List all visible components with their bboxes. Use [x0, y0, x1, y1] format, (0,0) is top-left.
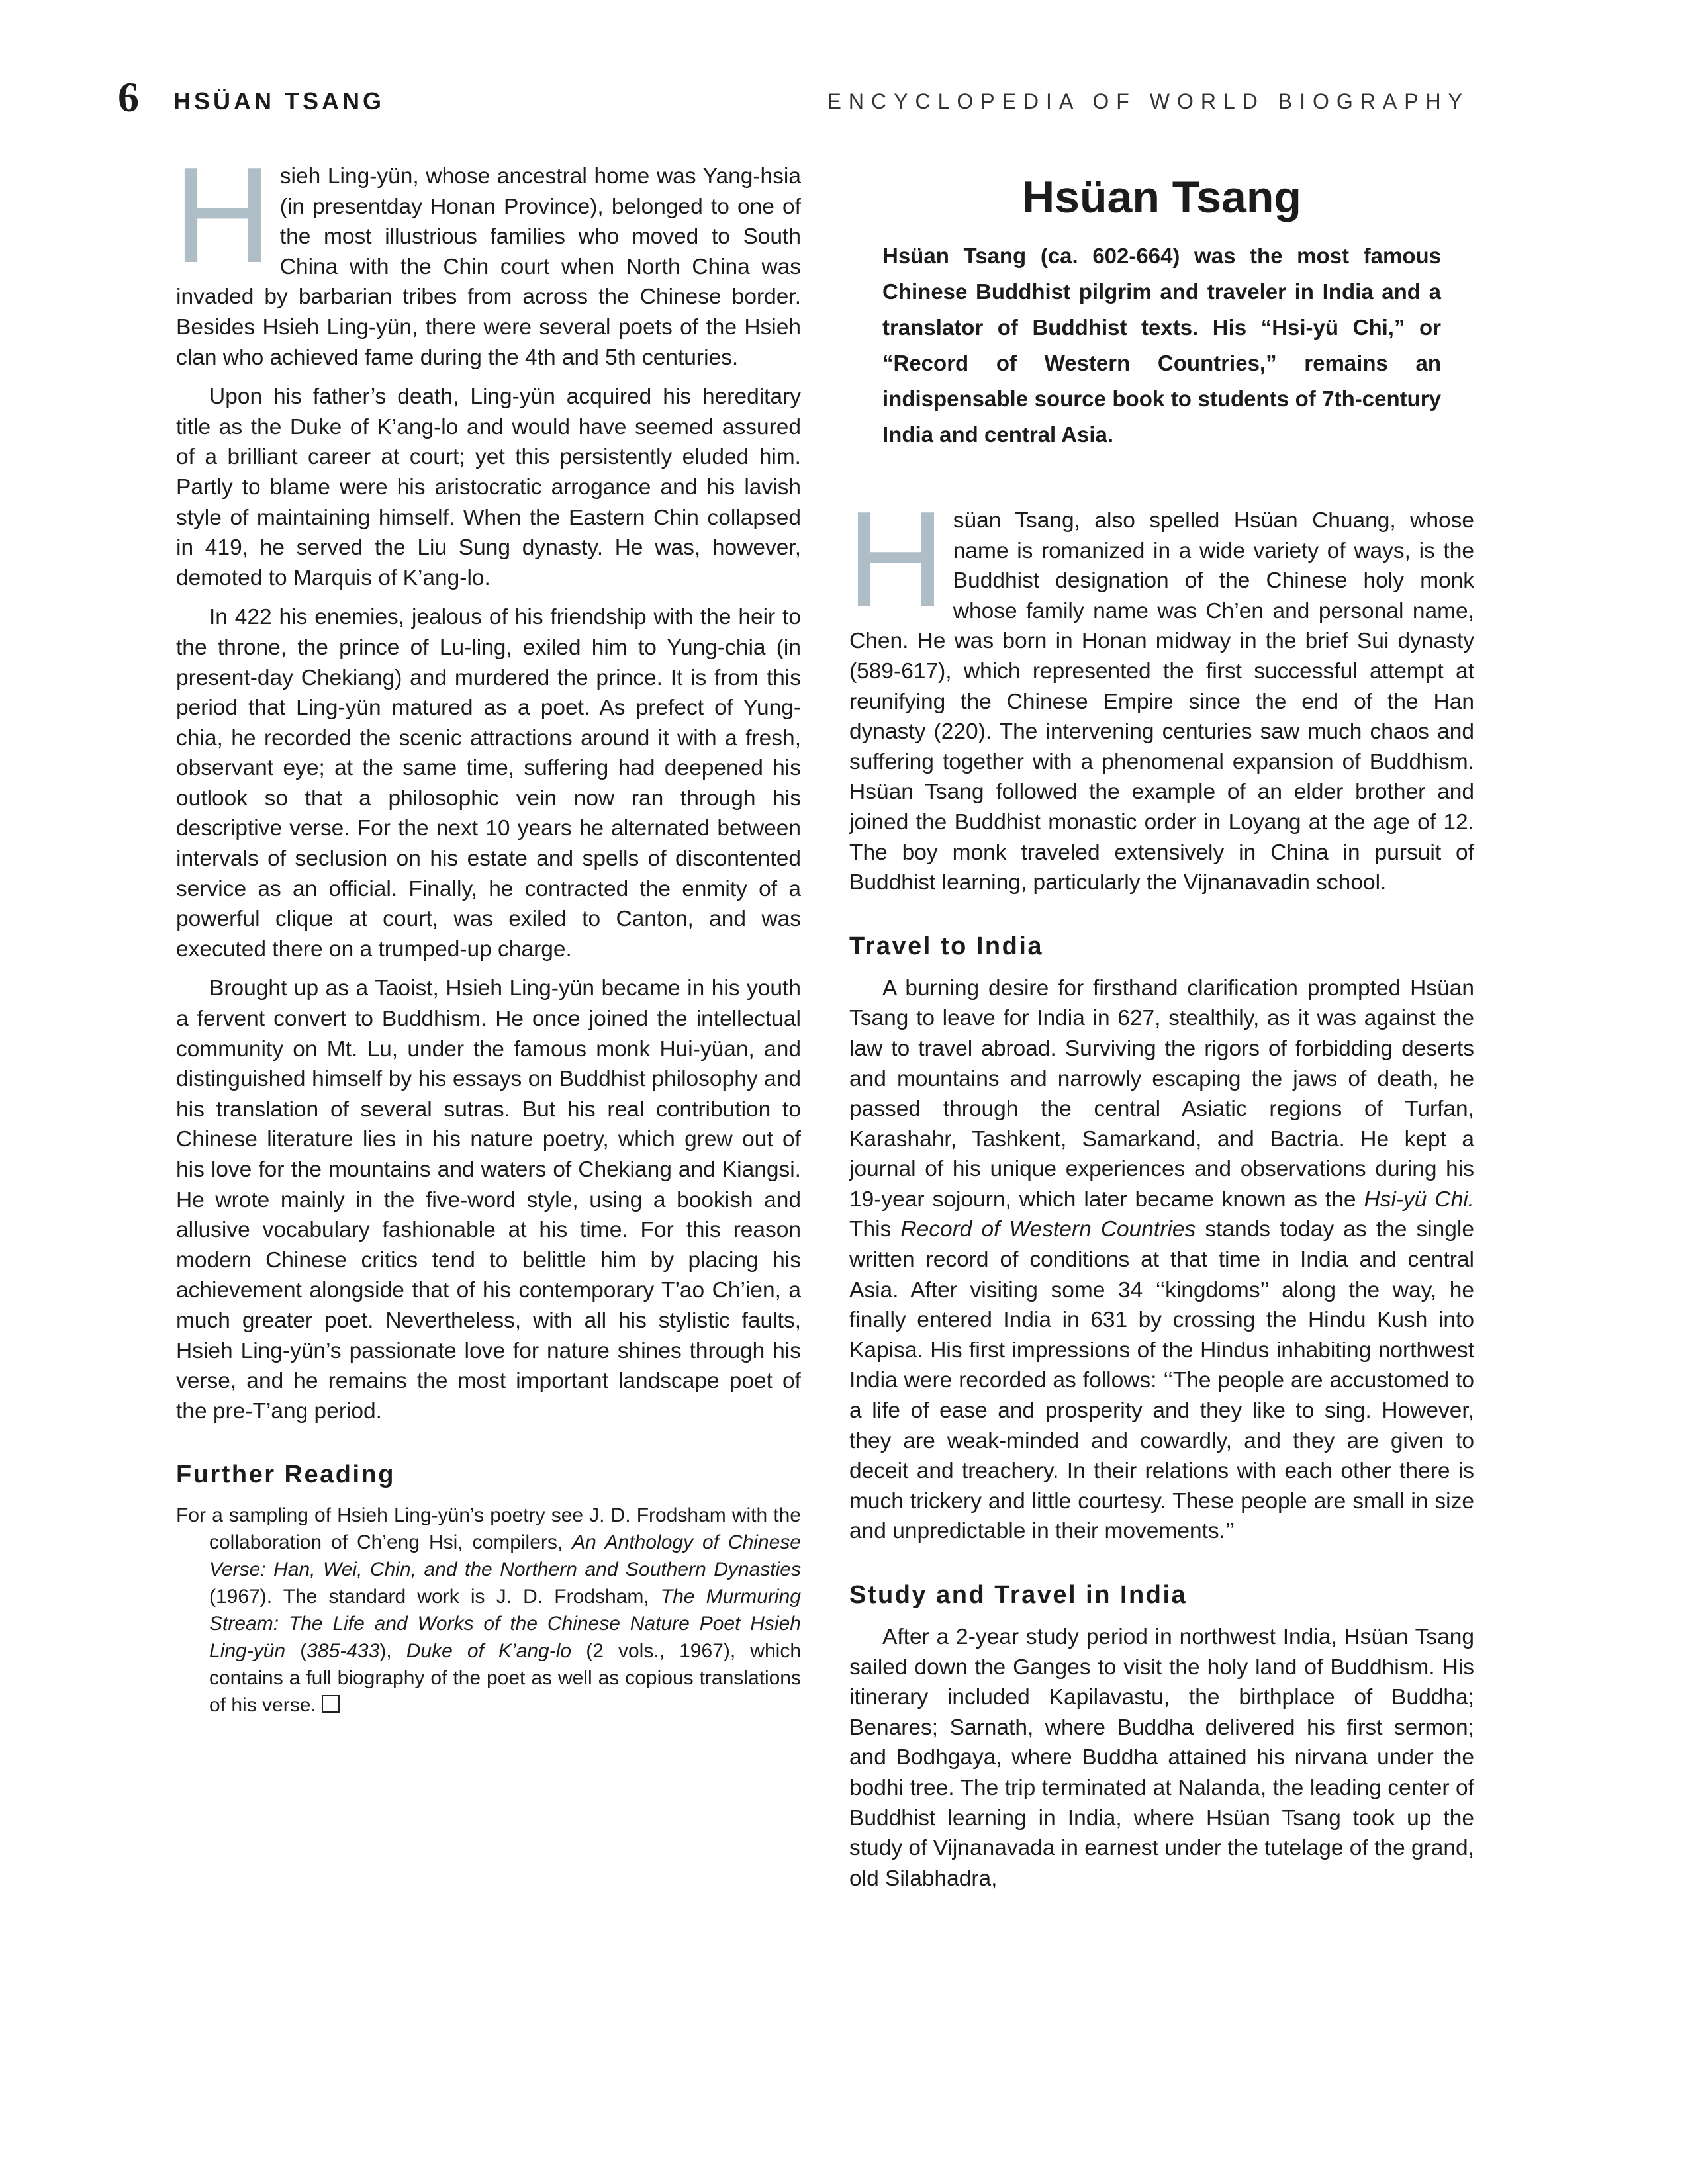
running-head: HSÜAN TSANG — [173, 87, 385, 114]
paragraph-text: sieh Ling-yün, whose ancestral home was Yang-hsia (in presentday Honan Province), belonged to one of the most illustrious families who moved to South China with the Chin court when North China was invaded by barbarian tribes from across the Chinese border. Besides Hsieh Ling-yün, there were several poets of the Hsieh clan who achieved fame during the 4th and 5th centuries. — [176, 164, 801, 370]
italic-title: Record of Western Countries — [900, 1217, 1196, 1242]
text-run: This — [849, 1217, 901, 1242]
italic-title: Hsi-yü Chi. — [1364, 1187, 1474, 1212]
section-heading: Study and Travel in India — [849, 1581, 1188, 1609]
paragraph: Upon his father’s death, Ling-yün acquired his hereditary title as the Duke of K’ang-lo and would have seemed assured of a brilliant career at court; yet this persistently eluded him. Partly to blame were his aristocratic arrogance and his lavish style of maintaining himself. When the Eastern Chin collapsed in 419, he served the Liu Sung dynasty. He was, however, demoted to Marquis of K’ang-lo. — [176, 385, 801, 590]
page-header — [118, 74, 1470, 127]
text-run: For a sampling of Hsieh Ling-yün’s poetry see J. D. Frodsham with the collaboration of Ch’eng Hsi, compilers, — [176, 1504, 801, 1554]
italic-title: Duke of K’ang-lo — [406, 1640, 572, 1662]
italic-title: An Anthology of Chinese Verse: Han, Wei, Chin, and the Northern and Southern Dynasties — [209, 1531, 801, 1581]
text-run: (1967). The standard work is J. D. Frodsham, — [209, 1586, 661, 1608]
further-reading — [176, 1458, 801, 1719]
paragraph — [849, 974, 1474, 1547]
end-mark-icon — [322, 1695, 340, 1713]
further-reading-text — [176, 1502, 801, 1719]
article-summary: Hsüan Tsang (ca. 602-664) was the most famous Chinese Buddhist pilgrim and traveler in India and a translator of Buddhist texts. His “Hsi-yü Chi,” or “Record of Western Countries,” remains an indispensable source book to students of 7th-century India and central Asia. — [882, 244, 1441, 447]
drop-cap: H — [173, 139, 272, 291]
section-heading: Travel to India — [849, 932, 1044, 960]
paragraph: After a 2-year study period in northwest India, Hsüan Tsang sailed down the Ganges to visit the holy land of Buddhism. His itinerary included Kapilavastu, the birthplace of Buddha; Benares; Sarnath, where Buddha delivered his first sermon; and Bodhgaya, where Buddha attained his nirvana under the bodhi tree. The trip terminated at Nalanda, the leading center of Buddhist learning in India, where Hsüan Tsang took up the study of Vijnanavada in earnest under the tutelage of the grand, old Silabhadra, — [849, 1625, 1474, 1891]
text-run: ( — [285, 1640, 307, 1662]
text-run: ), — [379, 1640, 406, 1662]
right-column — [849, 161, 1474, 1903]
italic-title: The Murmuring Stream: The Life and Works of the Chinese Nature Poet Hsieh Ling-yün — [209, 1586, 801, 1662]
paragraph — [847, 483, 1474, 898]
paragraph-text: süan Tsang, also spelled Hsüan Chuang, whose name is romanized in a wide variety of ways, is the Buddhist designation of the Chinese holy monk whose family name was Ch’en and personal name, Chen. He was born in Honan midway in the brief Sui dynasty (589-617), which represented the first successful attempt at reunifying the Chinese Empire since the end of the Han dynasty (220). The intervening centuries saw much chaos and suffering together with a phenomenal expansion of Buddhism. Hsüan Tsang followed the example of an elder brother and joined the Buddhist monastic order in Loyang at the age of 12. The boy monk traveled extensively in China in pursuit of Buddhist learning, particularly the Vijnanavadin school. — [849, 508, 1474, 895]
drop-cap: H — [847, 483, 945, 635]
left-column — [173, 139, 801, 1728]
article-title: Hsüan Tsang — [1022, 172, 1301, 222]
page-number: 6 — [118, 73, 139, 120]
text-run: (2 vols., 1967), which contains a full biography of the poet as well as copious translations of his verse. — [209, 1640, 801, 1717]
publication-title: ENCYCLOPEDIA OF WORLD BIOGRAPHY — [827, 89, 1470, 113]
italic-title: 385-433 — [306, 1640, 380, 1662]
text-run: A burning desire for firsthand clarification prompted Hsüan Tsang to leave for India in 627, stealthily, as it was against the law to travel abroad. Surviving the rigors of forbidding deserts and mountains and narrowly escaping the jaws of death, he passed through the central Asiatic regions of Turfan, Karashahr, Tashkent, Samarkand, and Bactria. He kept a journal of his unique experiences and observations during his 19-year sojourn, which later became known as the — [849, 976, 1474, 1212]
text-run: stands today as the single written record of conditions at that time in India and central Asia. After visiting some 34 ‘‘kingdoms’’ along the way, he finally entered India in 631 by crossing the Hindu Kush into Kapisa. His first impressions of the Hindus inhabiting northwest India were recorded as follows: ‘‘The people are accustomed to a life of ease and prosperity and they like to sing. However, they are weak-minded and cowardly, and they are given to deceit and treachery. In their relations with each other there is much trickery and little courtesy. These people are small in size and unpredictable in their movements.’’ — [849, 1217, 1474, 1544]
paragraph — [173, 139, 801, 373]
paragraph: Brought up as a Taoist, Hsieh Ling-yün became in his youth a fervent convert to Buddhism. He once joined the intellectual community on Mt. Lu, under the famous monk Hui-yüan, and distinguished himself by his essays on Buddhist philosophy and his translation of several sutras. But his real contribution to Chinese literature lies in his nature poetry, which grew out of his love for the mountains and waters of Chekiang and Kiangsi. He wrote mainly in the five-word style, using a bookish and allusive vocabulary fashionable at his time. For this reason modern Chinese critics tend to belittle him by placing his achievement alongside that of his contemporary T’ao Ch’ien, a much greater poet. Nevertheless, with all his stylistic faults, Hsieh Ling-yün’s passionate love for nature shines through his verse, and he remains the most important landscape poet of the pre-T’ang period. — [176, 976, 801, 1424]
section-heading: Further Reading — [176, 1461, 395, 1489]
paragraph: In 422 his enemies, jealous of his friendship with the heir to the throne, the prince of Lu-ling, exiled him to Yung-chia (in present-day Chekiang) and murdered the prince. It is from this period that Ling-yün matured as a poet. As prefect of Yung-chia, he recorded the scenic attractions around it with a fresh, observant eye; at the same time, suffering had deepened his outlook so that a philosophic vein now ran through his descriptive verse. For the next 10 years he alternated between intervals of seclusion on his estate and spells of discontented service as an official. Finally, he contracted the enmity of a powerful clique at court, was exiled to Canton, and was executed there on a trumped-up charge. — [176, 605, 801, 962]
